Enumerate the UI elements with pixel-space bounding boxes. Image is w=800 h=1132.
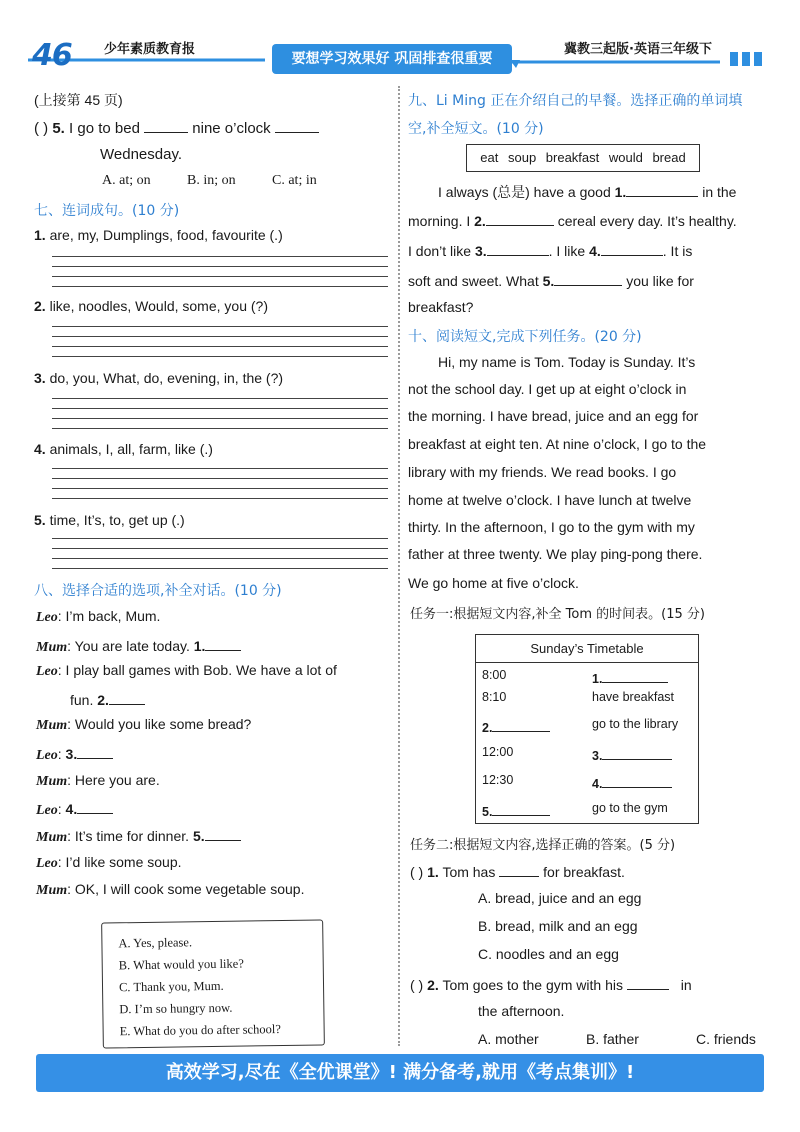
header-bar [0, 0, 800, 80]
question-number: 2. [427, 977, 439, 993]
passage9-blank-2[interactable] [486, 211, 554, 226]
newspaper-name: 少年素质教育报 [104, 42, 196, 57]
passage-text: I don’t like [408, 243, 472, 259]
passage9-line-3 [408, 241, 692, 259]
question-stem: for breakfast. [543, 864, 625, 880]
mc-question-1 [410, 862, 625, 880]
item-text: are, my, Dumplings, food, favourite (.) [49, 227, 283, 243]
tt-blank-1[interactable] [602, 668, 668, 683]
speaker: Leo [36, 856, 58, 871]
blank-number: 2. [482, 721, 493, 735]
passage10-line: breakfast at eight ten. At nine o’clock, I go to the [408, 436, 707, 452]
answer-line[interactable] [52, 558, 388, 559]
passage-text: soft and sweet. What [408, 273, 539, 289]
blank-number: 1. [592, 672, 603, 686]
blank-number: 5. [192, 828, 205, 844]
dialogue-blank-2[interactable] [109, 690, 145, 705]
passage10-line: library with my friends. We read books. I go [408, 464, 677, 480]
timetable-title: Sunday’s Timetable [530, 641, 644, 656]
blank-number: 4. [592, 777, 603, 791]
mc1-option-c[interactable]: C. noodles and an egg [478, 946, 619, 962]
tt-time: 8:00 [482, 668, 507, 682]
passage10-line: Hi, my name is Tom. Today is Sunday. It’s [438, 354, 696, 370]
tt-blank-2[interactable] [492, 717, 550, 732]
column-divider [398, 86, 400, 1046]
dialogue-text: fun. [70, 692, 94, 708]
passage9-blank-5[interactable] [554, 271, 622, 286]
answer-line[interactable] [52, 468, 388, 469]
tt-activity [592, 745, 672, 763]
tt-time [482, 717, 550, 735]
item-text: do, you, What, do, evening, in, the (?) [49, 370, 284, 386]
passage-text: I always (总是) have a good [438, 184, 611, 200]
sec7-item-5 [34, 512, 185, 528]
answer-line[interactable] [52, 326, 388, 327]
dialogue-text: You are late today. [74, 638, 190, 654]
continued-note: (上接第 45 页) [34, 92, 123, 108]
page-number: 46 [32, 38, 72, 73]
passage10-line: father at three twenty. We play ping-pong there. [408, 546, 703, 562]
item-text: like, noodles, Would, some, you (?) [49, 298, 268, 314]
dialogue-text: I’d like some soup. [65, 854, 182, 870]
dialogue-text: Would you like some bread? [74, 716, 252, 732]
question-stem: in [680, 977, 692, 993]
blank-number: 3. [474, 243, 487, 259]
answer-line[interactable] [52, 276, 388, 277]
blank-number: 3. [65, 746, 78, 762]
answer-line[interactable] [52, 408, 388, 409]
answer-paren[interactable]: ( ) [410, 864, 424, 880]
answer-line[interactable] [52, 286, 388, 287]
item-number: 3. [34, 370, 46, 386]
section-9-title-line-2: 空,补全短文。(10 分) [408, 121, 544, 137]
speaker: Leo [36, 610, 58, 625]
item-number: 5. [34, 512, 46, 528]
mc1-option-b[interactable]: B. bread, milk and an egg [478, 918, 638, 934]
passage10-line: home at twelve o’clock. I have lunch at twelve [408, 492, 692, 508]
blank-number: 2. [97, 692, 109, 708]
answer-line[interactable] [52, 336, 388, 337]
q5-option-a[interactable]: A. at; on [102, 173, 151, 188]
option-a[interactable]: A. Yes, please. [118, 935, 193, 951]
section-7-title: 七、连词成句。(10 分) [34, 203, 180, 219]
speaker: Leo [36, 803, 58, 818]
blank-number: 1. [614, 184, 627, 200]
tt-activity: go to the library [592, 717, 679, 731]
dialogue-text: Here you are. [74, 772, 160, 788]
dialogue-blank-4[interactable] [77, 799, 113, 814]
passage10-line: the morning. I have bread, juice and an egg for [408, 408, 699, 424]
mc-question-2 [410, 975, 692, 993]
passage10-line: thirty. In the afternoon, I go to the gym with my [408, 519, 695, 535]
dialogue-text: OK, I will cook some vegetable soup. [74, 881, 305, 897]
passage9-line-5: breakfast? [408, 299, 474, 315]
passage10-line: We go home at five o’clock. [408, 575, 579, 591]
passage9-line-1 [438, 182, 736, 202]
timetable-rule [476, 662, 698, 663]
section-8-title: 八、选择合适的选项,补全对话。(10 分) [34, 583, 282, 599]
header-banner: 要想学习效果好 巩固排查很重要 [272, 44, 512, 74]
speaker: Leo [36, 748, 58, 763]
dialogue-line-8: Leo: 4. [36, 799, 113, 819]
passage-text: . I like [548, 243, 586, 259]
item-text: animals, I, all, farm, like (.) [49, 441, 213, 457]
answer-line[interactable] [52, 498, 388, 499]
mc2-blank[interactable] [627, 975, 669, 990]
blank-number: 2. [474, 213, 486, 229]
dialogue-line-10: Leo: I’d like some soup. [36, 854, 182, 871]
dialogue-text: It’s time for dinner. [74, 828, 190, 844]
speaker: Mum [36, 640, 68, 655]
dialogue-line-6: Leo: 3. [36, 744, 113, 764]
dialogue-line-11: Mum: OK, I will cook some vegetable soup. [36, 881, 305, 898]
item-number: 4. [34, 441, 46, 457]
tt-activity [592, 668, 668, 686]
question-number: 1. [427, 864, 439, 880]
options-box [101, 919, 325, 1048]
dialogue-line-4 [70, 690, 145, 708]
option-e[interactable]: E. What do you do after school? [119, 1022, 281, 1039]
answer-line[interactable] [52, 356, 388, 357]
answer-line[interactable] [52, 428, 388, 429]
sec7-item-4 [34, 441, 213, 457]
question-stem: Tom goes to the gym with his [442, 977, 623, 993]
section-9-title-line-1: 九、Li Ming 正在介绍自己的早餐。选择正确的单词填 [408, 93, 743, 109]
dialogue-blank-1[interactable] [205, 636, 241, 651]
passage9-line-2 [408, 211, 737, 229]
mc1-blank[interactable] [499, 862, 539, 877]
passage10-line: not the school day. I get up at eight o’clock in [408, 381, 687, 397]
speaker: Mum [36, 774, 68, 789]
option-d[interactable]: D. I’m so hungry now. [119, 1000, 233, 1017]
passage-text: . It is [662, 243, 693, 259]
blank-number: 1. [193, 638, 206, 654]
item-text: time, It’s, to, get up (.) [49, 512, 185, 528]
mc2-stem-cont: the afternoon. [478, 1003, 565, 1019]
dialogue-blank-3[interactable] [77, 744, 113, 759]
dialogue-line-9: Mum: It’s time for dinner. 5. [36, 826, 241, 846]
blank-number: 4. [589, 243, 601, 259]
passage9-blank-3[interactable] [487, 241, 549, 256]
tt-activity: go to the gym [592, 801, 668, 815]
passage9-line-4 [408, 271, 694, 289]
blank-number: 3. [592, 749, 603, 763]
q5-text-c: Wednesday. [100, 146, 182, 163]
question-stem: Tom has [442, 864, 496, 880]
option-b[interactable]: B. What would you like? [118, 956, 244, 973]
word-bank-box: eat soup breakfast would bread [466, 144, 700, 172]
blank-number: 4. [65, 801, 78, 817]
timetable [475, 634, 699, 824]
mc2-option-c[interactable]: C. friends [696, 1031, 756, 1047]
answer-line[interactable] [52, 398, 388, 399]
dialogue-blank-5[interactable] [205, 826, 241, 841]
tt-time [482, 801, 550, 819]
tt-time: 8:10 [482, 690, 507, 704]
footer-banner: 高效学习,尽在《全优课堂》! 满分备考,就用《考点集训》! [36, 1054, 764, 1092]
dialogue-line-7: Mum: Here you are. [36, 772, 160, 789]
q5-option-b[interactable]: B. in; on [187, 173, 236, 188]
tt-activity: have breakfast [592, 690, 674, 704]
question-number: 5. [52, 120, 65, 137]
q5-text-a: I go to bed [69, 120, 140, 137]
task-2-title: 任务二:根据短文内容,选择正确的答案。(5 分) [410, 838, 676, 853]
section-10-title: 十、阅读短文,完成下列任务。(20 分) [408, 329, 642, 345]
tt-blank-4[interactable] [602, 773, 672, 788]
answer-line[interactable] [52, 478, 388, 479]
blank-number: 5. [482, 805, 493, 819]
option-c[interactable]: C. Thank you, Mum. [118, 978, 224, 995]
item-number: 2. [34, 298, 46, 314]
dialogue-line-5: Mum: Would you like some bread? [36, 716, 252, 733]
answer-line[interactable] [52, 418, 388, 419]
passage-text: you like for [626, 273, 694, 289]
answer-line[interactable] [52, 346, 388, 347]
dialogue-line-1: Leo: I’m back, Mum. [36, 608, 161, 625]
answer-line[interactable] [52, 266, 388, 267]
dialogue-text: I’m back, Mum. [65, 608, 161, 624]
item-number: 1. [34, 227, 46, 243]
passage-text: cereal every day. It’s healthy. [557, 213, 737, 229]
passage-text: in the [702, 184, 737, 200]
passage9-blank-1[interactable] [626, 182, 698, 197]
sec7-item-2 [34, 298, 268, 314]
speaker: Mum [36, 883, 68, 898]
q5-option-c[interactable]: C. at; in [272, 173, 317, 188]
q5-blank-1[interactable] [144, 118, 188, 133]
sec7-item-1 [34, 227, 283, 243]
answer-line[interactable] [52, 488, 388, 489]
edition-label: 冀教三起版·英语三年级下 [564, 42, 712, 57]
mc2-option-a[interactable]: A. mother [478, 1031, 539, 1047]
answer-line[interactable] [52, 256, 388, 257]
q5-text-b: nine o’clock [192, 120, 271, 137]
mc1-option-a[interactable]: A. bread, juice and an egg [478, 890, 642, 906]
answer-paren[interactable]: ( ) [34, 120, 49, 137]
speaker: Leo [36, 664, 58, 679]
dialogue-text: I play ball games with Bob. We have a lot of [65, 662, 337, 678]
answer-line[interactable] [52, 568, 388, 569]
speaker: Mum [36, 830, 68, 845]
blank-number: 5. [542, 273, 555, 289]
speaker: Mum [36, 718, 68, 733]
mc2-option-b[interactable]: B. father [586, 1031, 639, 1047]
sec7-item-3 [34, 370, 283, 386]
q5-line [34, 118, 394, 137]
answer-line[interactable] [52, 548, 388, 549]
tt-activity [592, 773, 672, 791]
passage9-blank-4[interactable] [601, 241, 663, 256]
passage-text: morning. I [408, 213, 471, 229]
tt-time: 12:00 [482, 745, 514, 759]
dialogue-line-2: Mum: You are late today. 1. [36, 636, 241, 656]
q5-blank-2[interactable] [275, 118, 319, 133]
answer-line[interactable] [52, 538, 388, 539]
task-1-title: 任务一:根据短文内容,补全 Tom 的时间表。(15 分) [410, 607, 705, 622]
dialogue-line-3: Leo: I play ball games with Bob. We have a lot of [36, 662, 337, 679]
tt-time: 12:30 [482, 773, 514, 787]
tt-blank-5[interactable] [492, 801, 550, 816]
tt-blank-3[interactable] [602, 745, 672, 760]
answer-paren[interactable]: ( ) [410, 977, 424, 993]
